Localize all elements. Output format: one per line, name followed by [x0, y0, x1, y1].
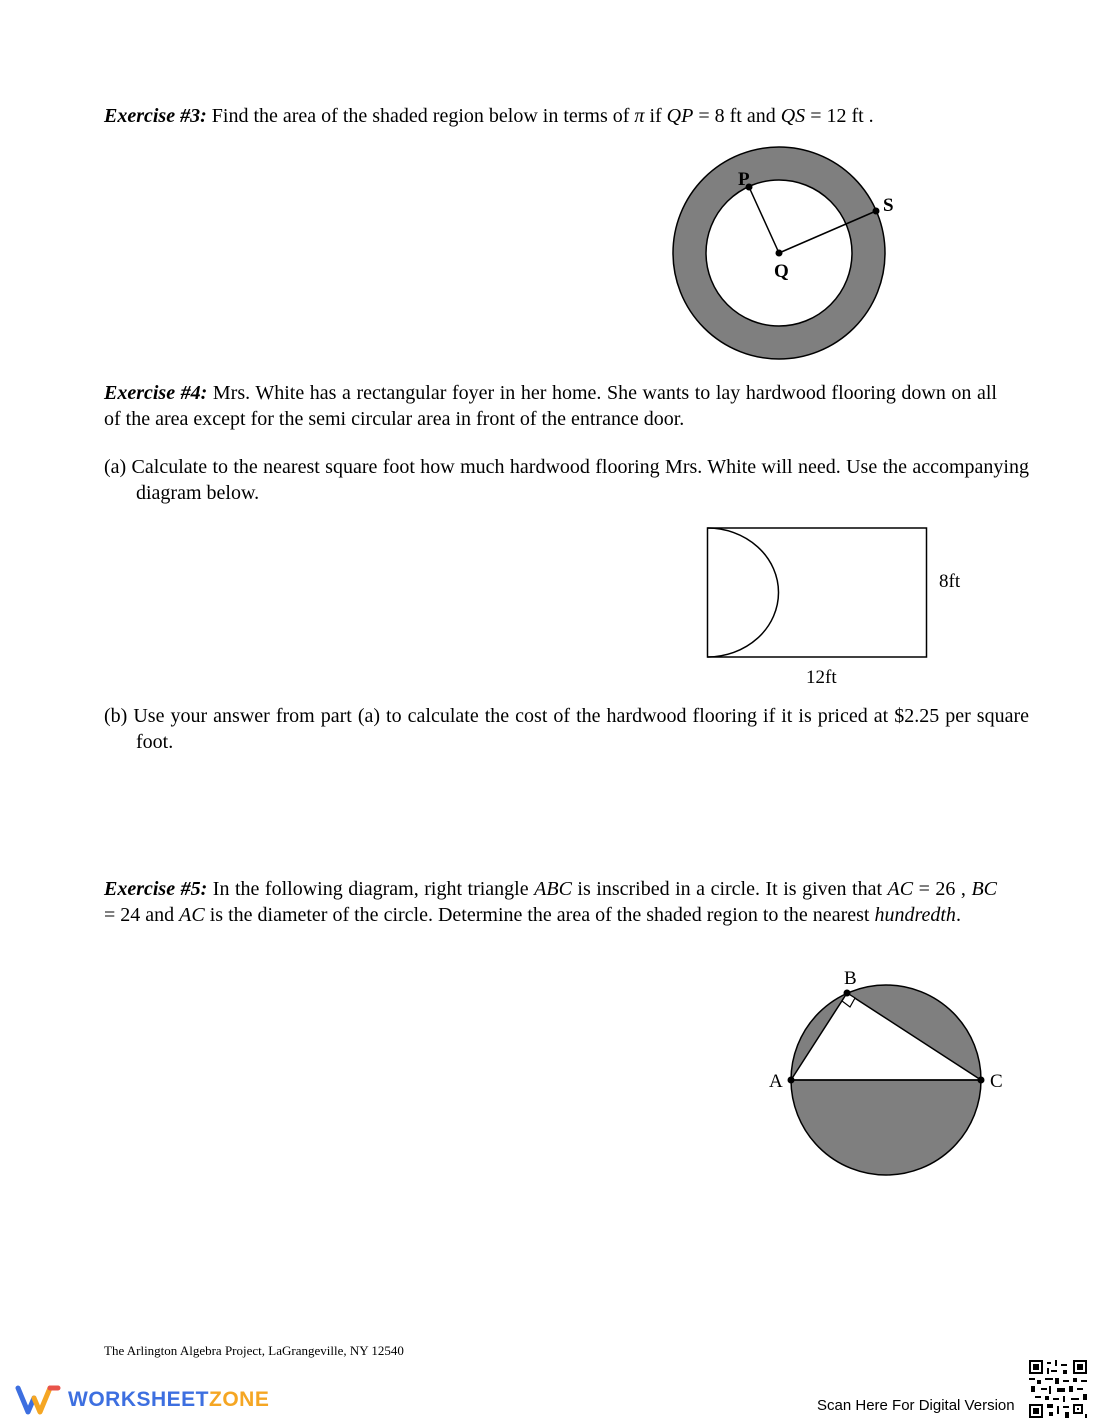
exercise-4-prompt: Exercise #4: Mrs. White has a rectangular foyer in her home. She wants to lay hardwood flooring down on all of the area except for the semi circular area in front of the entrance door. — [104, 382, 997, 430]
foyer-diagram — [700, 520, 980, 695]
inscribed-triangle-diagram — [760, 960, 1020, 1190]
scan-caption: Scan Here For Digital Version — [817, 1397, 1015, 1414]
source-footer: The Arlington Algebra Project, LaGrangeville, NY 12540 — [104, 1343, 404, 1358]
brand-accent: ZONE — [209, 1388, 270, 1411]
label-a: A — [769, 1071, 783, 1092]
label-b: B — [844, 968, 857, 989]
label-c: C — [990, 1071, 1003, 1092]
exercise-4-part-b: (b) Use your answer from part (a) to calculate the cost of the hardwood flooring if it is priced at $2.25 per square foot. — [104, 705, 1029, 753]
exercise-4-label: Exercise #4: — [104, 382, 208, 404]
exercise-3-label: Exercise #3: — [104, 105, 207, 127]
point-a — [788, 1077, 795, 1084]
height-label: 8ft — [939, 571, 961, 592]
point-b — [844, 990, 851, 997]
width-label: 12ft — [806, 667, 837, 688]
exercise-4-part-a: (a) Calculate to the nearest square foot how much hardwood flooring Mrs. White will need. Use the accompanying diagram below. — [104, 456, 1029, 504]
qr-code-icon[interactable] — [1029, 1360, 1087, 1418]
label-s: S — [883, 195, 894, 216]
label-p: P — [738, 169, 750, 190]
foyer-rectangle — [708, 528, 927, 657]
exercise-5-label: Exercise #5: — [104, 878, 208, 900]
exercise-5-prompt: Exercise #5: In the following diagram, right triangle ABC is inscribed in a circle. It is given that AC = 26 , BC = 24 and AC is the diameter of the circle. Determine the area of the shaded region to the nearest hundredth. — [104, 878, 998, 926]
brand-main: WORKSHEET — [68, 1388, 209, 1411]
label-q: Q — [774, 261, 789, 282]
point-c — [978, 1077, 985, 1084]
semicircle-door — [708, 528, 779, 657]
worksheetzone-logo-icon — [16, 1384, 62, 1416]
brand-name[interactable] — [68, 1388, 269, 1412]
exercise-3-prompt: Exercise #3: Find the area of the shaded region below in terms of π if QP = 8 ft and QS = 12 ft . — [104, 105, 874, 127]
annulus-diagram — [660, 160, 900, 370]
point-s — [873, 208, 880, 215]
point-q — [776, 250, 783, 257]
